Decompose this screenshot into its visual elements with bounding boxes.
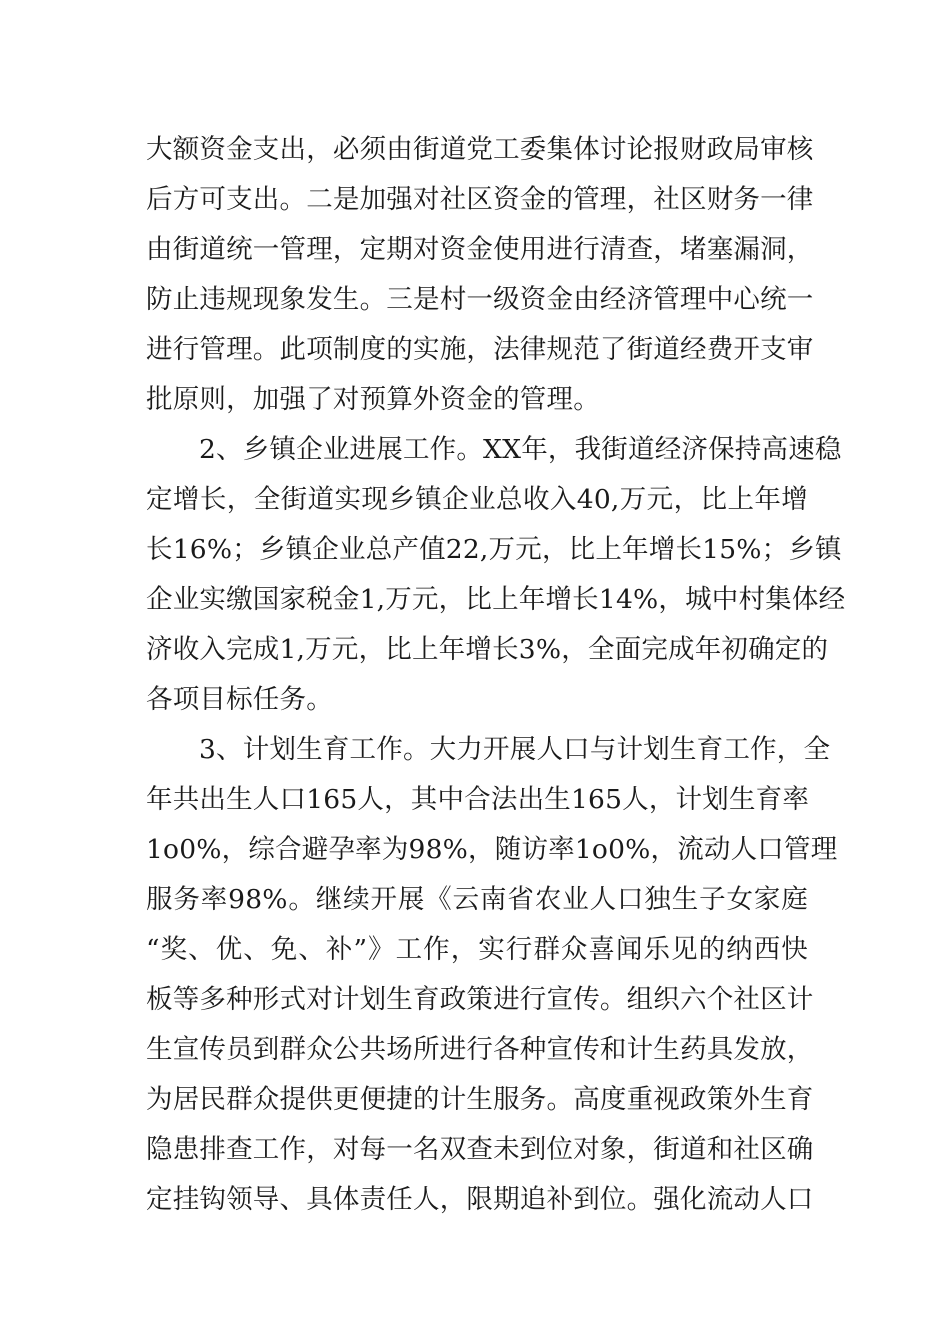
- text-line: 板等多种形式对计划生育政策进行宣传。组织六个社区计: [146, 984, 814, 1015]
- text-line: 防止违规现象发生。三是村一级资金由经济管理中心统一: [146, 284, 814, 315]
- text-line: 批原则，加强了对预算外资金的管理。: [146, 384, 600, 415]
- text-line: 2、乡镇企业进展工作。XX年，我街道经济保持高速稳: [199, 434, 842, 465]
- text-line: 各项目标任务。: [146, 684, 333, 715]
- text-line: 年共出生人口165人，其中合法出生165人，计划生育率: [146, 784, 810, 815]
- text-line: 定挂钩领导、具体责任人，限期追补到位。强化流动人口: [146, 1184, 814, 1215]
- text-line: 大额资金支出，必须由街道党工委集体讨论报财政局审核: [146, 134, 814, 165]
- text-line: 3、计划生育工作。大力开展人口与计划生育工作，全: [199, 734, 831, 765]
- text-line: 企业实缴国家税金1,万元，比上年增长14%，城中村集体经: [146, 584, 846, 615]
- paragraph-fund-management: [146, 125, 814, 425]
- text-line: 生宣传员到群众公共场所进行各种宣传和计生药具发放，: [146, 1034, 814, 1065]
- paragraph-township-enterprise: [146, 425, 846, 725]
- text-line: 后方可支出。二是加强对社区资金的管理，社区财务一律: [146, 184, 814, 215]
- text-line: 进行管理。此项制度的实施，法律规范了街道经费开支审: [146, 334, 814, 365]
- text-line: 隐患排查工作，对每一名双查未到位对象，街道和社区确: [146, 1134, 814, 1165]
- text-line: “奖、优、免、补”》工作，实行群众喜闻乐见的纳西快: [146, 934, 808, 965]
- text-line: 为居民群众提供更便捷的计生服务。高度重视政策外生育: [146, 1084, 814, 1115]
- text-line: 长16%；乡镇企业总产值22,万元，比上年增长15%；乡镇: [146, 534, 842, 565]
- document-body: [146, 125, 846, 1225]
- paragraph-family-planning: [146, 725, 838, 1225]
- text-line: 济收入完成1,万元，比上年增长3%，全面完成年初确定的: [146, 634, 829, 665]
- text-line: 由街道统一管理，定期对资金使用进行清查，堵塞漏洞，: [146, 234, 814, 265]
- text-line: 1o0%，综合避孕率为98%，随访率1o0%，流动人口管理: [146, 834, 838, 865]
- text-line: 定增长，全街道实现乡镇企业总收入40,万元，比上年增: [146, 484, 808, 515]
- text-line: 服务率98%。继续开展《云南省农业人口独生子女家庭: [146, 884, 808, 915]
